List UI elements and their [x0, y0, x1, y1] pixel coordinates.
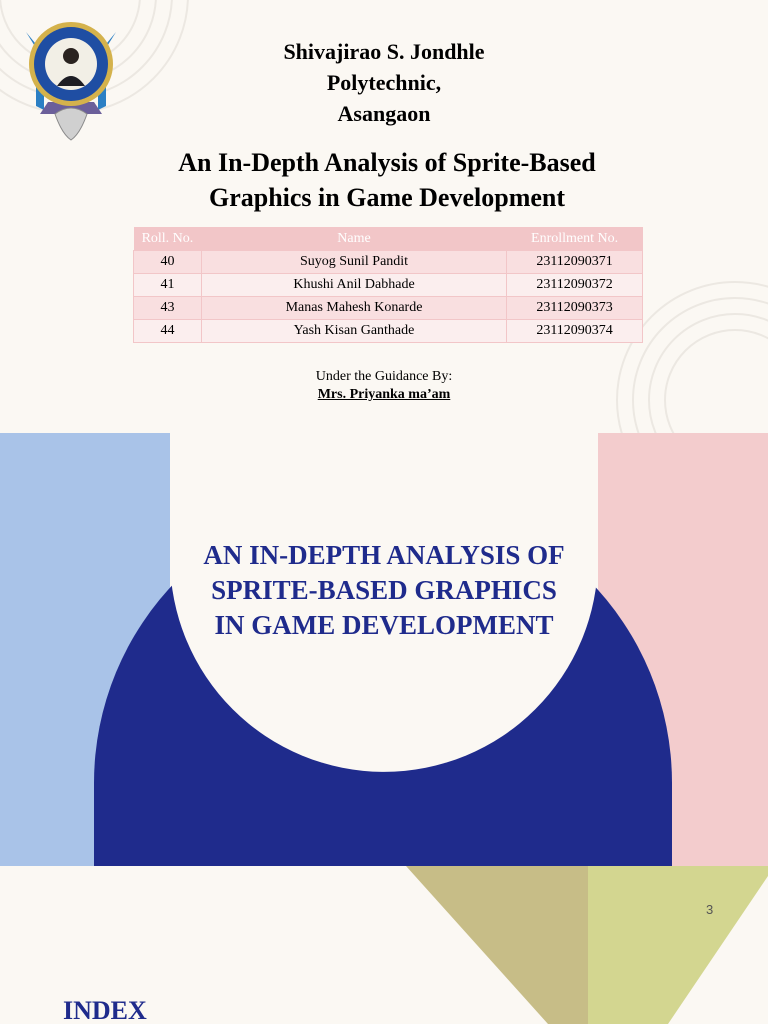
index-heading: INDEX: [63, 996, 147, 1024]
table-row: [134, 320, 643, 343]
college-name-line: Polytechnic,: [326, 70, 442, 95]
table-row: [134, 297, 643, 320]
page-number: 3: [706, 902, 714, 917]
guide-name: Mrs. Priyanka ma’am: [317, 387, 451, 402]
guidance-label: Under the Guidance By:: [315, 369, 453, 384]
roll-no-cell: 43: [134, 297, 202, 320]
project-title-line: An In-Depth Analysis of Sprite-Based: [178, 148, 596, 177]
cover-title-line: SPRITE-BASED GRAPHICS: [211, 575, 557, 605]
title-slide: [0, 0, 768, 433]
enrollment-cell: 23112090373: [507, 297, 643, 320]
enrollment-cell: 23112090371: [507, 251, 643, 274]
project-title-line: Graphics in Game Development: [208, 183, 566, 212]
cover-title-line: AN IN-DEPTH ANALYSIS OF: [203, 540, 565, 570]
college-logo: [22, 14, 120, 144]
college-name-line: Shivajirao S. Jondhle: [283, 39, 485, 64]
roll-no-cell: 44: [134, 320, 202, 343]
table-row: [134, 274, 643, 297]
students-table: [133, 227, 643, 343]
header-name: Name: [201, 227, 506, 251]
enrollment-cell: 23112090372: [507, 274, 643, 297]
header-enrollment-no: Enrollment No.: [507, 227, 643, 251]
roll-no-cell: 40: [134, 251, 202, 274]
guidance-block: [234, 368, 534, 404]
lime-triangle: [588, 866, 768, 1024]
cover-title-line: IN GAME DEVELOPMENT: [214, 610, 554, 640]
college-name: [234, 36, 534, 129]
name-cell: Yash Kisan Ganthade: [201, 320, 506, 343]
olive-triangle: [406, 866, 588, 1024]
enrollment-cell: 23112090374: [507, 320, 643, 343]
cover-title: [184, 538, 584, 643]
header-roll-no: Roll. No.: [134, 227, 202, 251]
index-slide: [0, 866, 768, 1024]
name-cell: Suyog Sunil Pandit: [201, 251, 506, 274]
cover-slide: [0, 433, 768, 866]
table-header-row: [134, 227, 643, 251]
name-cell: Manas Mahesh Konarde: [201, 297, 506, 320]
project-title: [120, 145, 654, 215]
college-name-line: Asangaon: [337, 101, 431, 126]
cover-graphic: [0, 433, 768, 866]
roll-no-cell: 41: [134, 274, 202, 297]
table-row: [134, 251, 643, 274]
name-cell: Khushi Anil Dabhade: [201, 274, 506, 297]
